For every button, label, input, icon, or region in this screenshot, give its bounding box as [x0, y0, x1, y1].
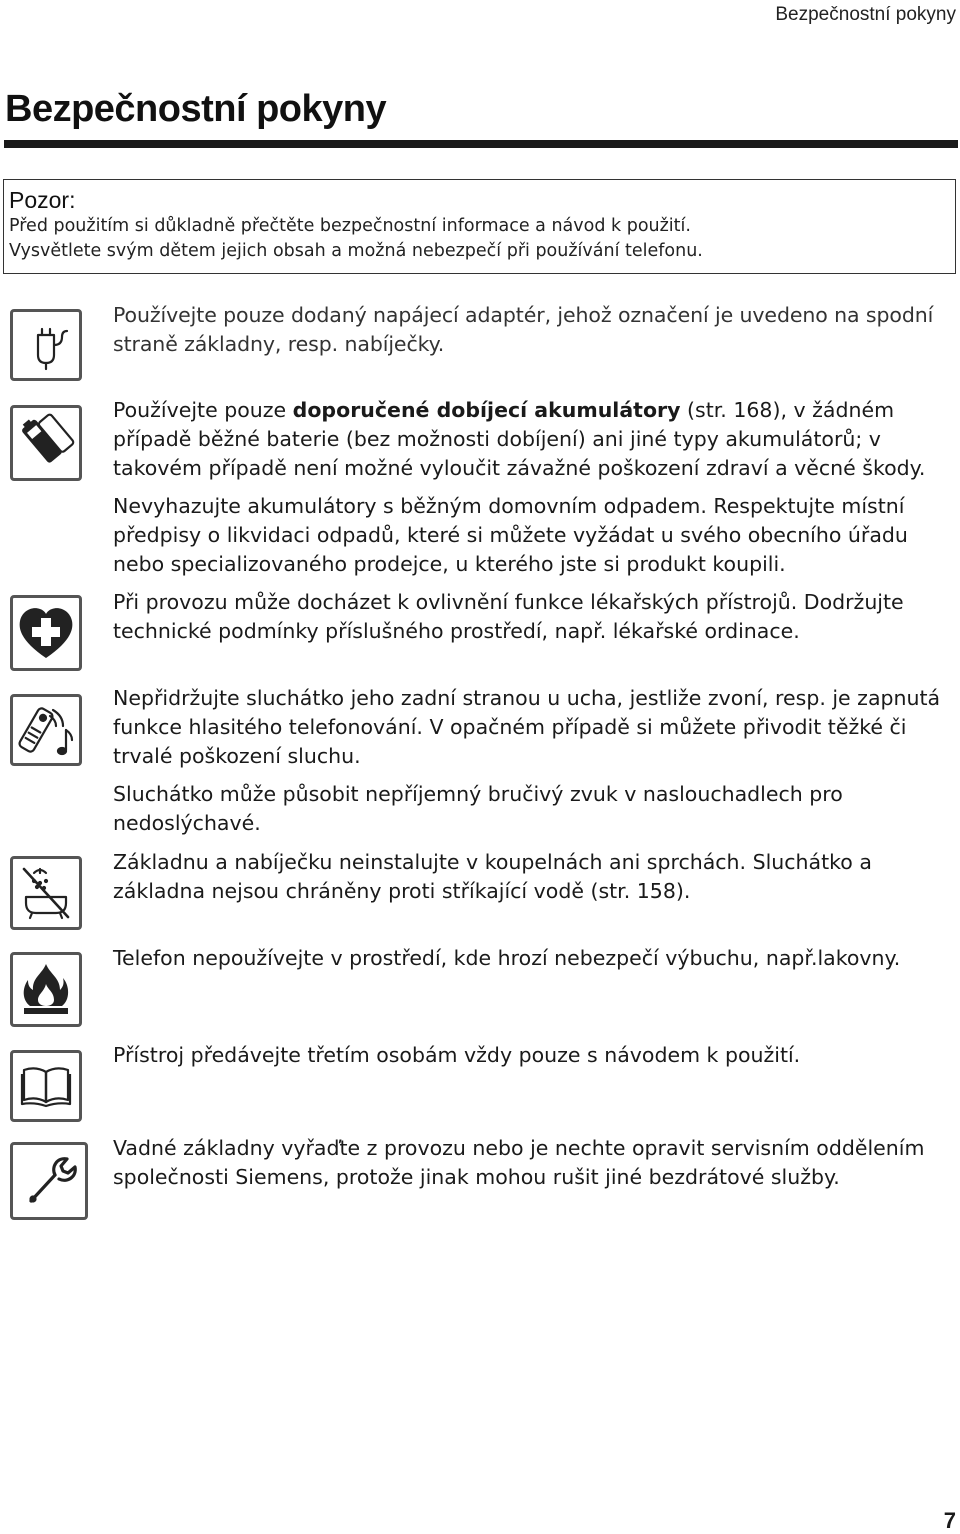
- section-explosion: [113, 944, 958, 982]
- section-battery-text-1: [113, 396, 958, 483]
- section-battery: [113, 396, 958, 588]
- section-battery-text-2: Nevyhazujte akumulátory s běžným domovním odpadem. Respektujte místní předpisy o likvidaci odpadů, které si můžete vyžádat u svého obecního úřadu nebo specializovaného prodejce, u kterého jste si produkt koupili.: [113, 494, 908, 576]
- battery-icon: [10, 405, 82, 481]
- flame-icon: [10, 952, 82, 1027]
- section-manual: [113, 1041, 958, 1079]
- wrench-icon: [10, 1142, 88, 1220]
- handset-ringtone-icon: [10, 694, 82, 766]
- warning-box: [3, 179, 956, 274]
- power-adapter-icon: [10, 309, 82, 381]
- warning-line-2: Vysvětlete svým dětem jejich obsah a možná nebezpečí při používání telefonu.: [9, 241, 703, 261]
- page-number: 7: [943, 1508, 956, 1533]
- section-medical-text: Při provozu může docházet k ovlivnění funkce lékařských přístrojů. Dodržujte technické podmínky příslušného prostředí, např. lékařské ordinace.: [113, 590, 904, 643]
- section-repair: [113, 1134, 958, 1201]
- no-bathroom-icon: [10, 856, 82, 930]
- section-hearing-text-1: Nepřidržujte sluchátko jeho zadní stranou u ucha, jestliže zvoní, resp. je zapnutá funkce hlasitého telefonování. V opačném případě si můžete přivodit těžké či trvalé poškození sluchu.: [113, 686, 941, 768]
- medical-heart-icon: [10, 595, 82, 671]
- section-water: [113, 848, 958, 915]
- battery-text-bold: doporučené dobíjecí akumulátory: [292, 398, 681, 422]
- section-power-text: Používejte pouze dodaný napájecí adaptér, jehož označení je uvedeno na spodní straně základny, resp. nabíječky.: [113, 303, 934, 356]
- battery-text-post: (str. 168), v žádném případě běžné baterie (bez možnosti dobíjení) ani jiné typy akumulátorů; v takovém případě není možné vyloučit závažné poškození zdraví a věcné škody.: [113, 398, 926, 480]
- open-book-icon: [10, 1050, 82, 1122]
- section-hearing: [113, 684, 958, 847]
- section-manual-text: Přístroj předávejte třetím osobám vždy pouze s návodem k použití.: [113, 1043, 801, 1067]
- section-water-text: Základnu a nabíječku neinstalujte v koupelnách ani sprchách. Sluchátko a základna nejsou chráněny proti stříkající vodě (str. 158).: [113, 850, 872, 903]
- section-hearing-text-2: Sluchátko může působit nepříjemný bručivý zvuk v naslouchadlech pro nedoslýchavé.: [113, 782, 843, 835]
- battery-text-pre: Používejte pouze: [113, 398, 293, 422]
- section-power: [113, 301, 958, 368]
- running-header: Bezpečnostní pokyny: [775, 4, 956, 25]
- page-title: Bezpečnostní pokyny: [5, 88, 387, 130]
- warning-heading: Pozor:: [9, 187, 76, 213]
- section-medical: [113, 588, 958, 655]
- warning-line-1: Před použitím si důkladně přečtěte bezpečnostní informace a návod k použití.: [9, 216, 691, 236]
- section-explosion-text: Telefon nepoužívejte v prostředí, kde hrozí nebezpečí výbuchu, např.lakovny.: [113, 946, 901, 970]
- section-repair-text: Vadné základny vyřaďte z provozu nebo je nechte opravit servisním oddělením společnosti Siemens, protože jinak mohou rušit jiné bezdrátové služby.: [113, 1136, 925, 1189]
- title-rule: [4, 140, 958, 148]
